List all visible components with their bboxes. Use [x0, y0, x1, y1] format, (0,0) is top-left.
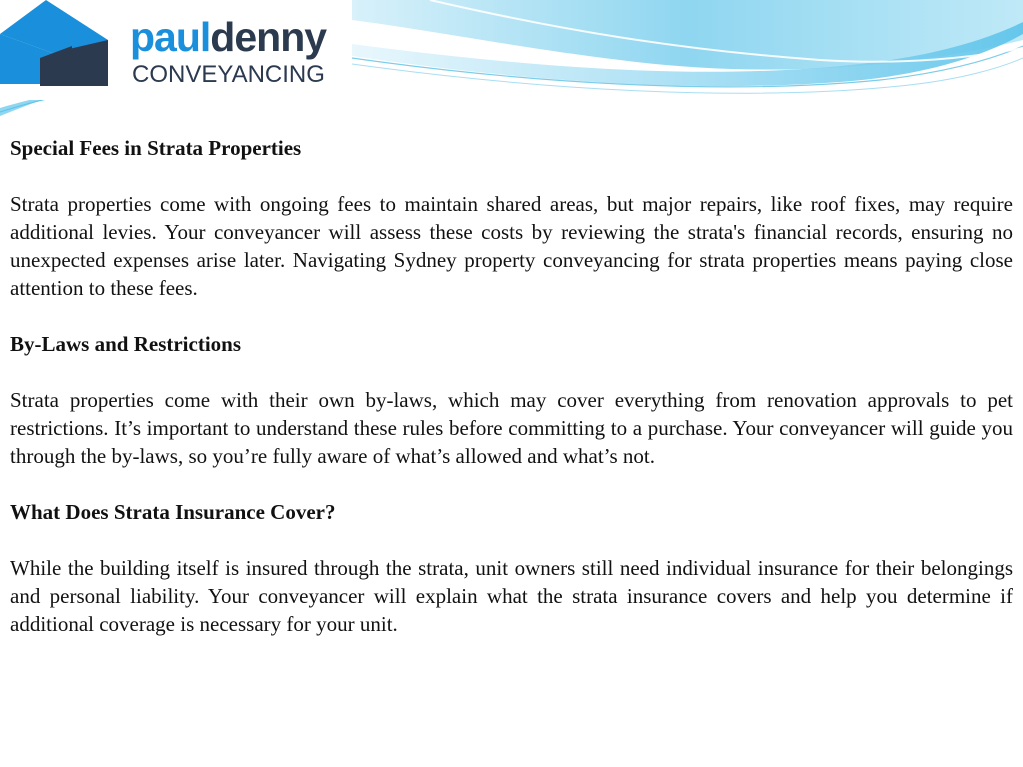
section-paragraph: Strata properties come with their own by-laws, which may cover everything from renovation approvals to pet restrictions. It’s important to understand these rules before committing to a purchase. Your conveyancer will guide you through the by-laws, so you’re fully aware of what’s allowed and what’s not.	[10, 388, 1013, 468]
header-banner	[0, 0, 1023, 120]
article-content	[10, 134, 1013, 666]
house-logo-icon	[0, 0, 112, 92]
section-paragraph: Strata properties come with ongoing fees to maintain shared areas, but major repairs, like roof fixes, may require additional levies. Your conveyancer will assess these costs by reviewing the strata's financial records, ensuring no unexpected expenses arise later. Navigating Sydney property conveyancing for strata properties means paying close attention to these fees.	[10, 192, 1013, 300]
logo	[0, 0, 352, 100]
brand-name-part2: denny	[210, 14, 327, 60]
brand-wordmark	[130, 12, 326, 62]
brand-name-part1: paul	[130, 14, 211, 60]
section-heading: By-Laws and Restrictions	[10, 332, 242, 356]
brand-subtitle: CONVEYANCING	[132, 61, 325, 88]
section-heading: What Does Strata Insurance Cover?	[10, 500, 336, 524]
section-heading: Special Fees in Strata Properties	[10, 136, 302, 160]
section-paragraph: While the building itself is insured through the strata, unit owners still need individual insurance for their belongings and personal liability. Your conveyancer will explain what the strata insurance covers and help you determine if additional coverage is necessary for your unit.	[10, 556, 1013, 636]
